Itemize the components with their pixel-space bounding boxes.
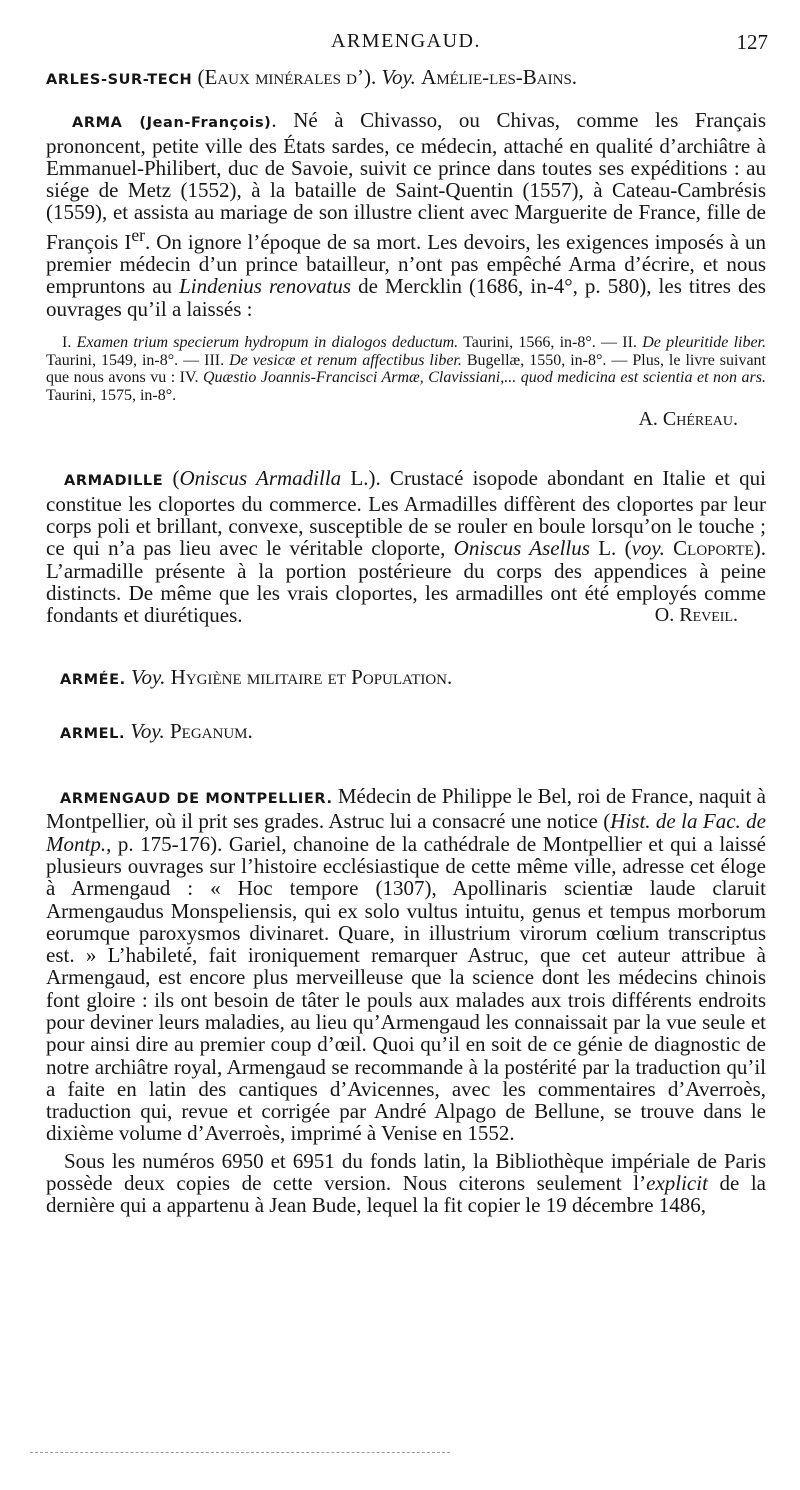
entry-armel	[46, 720, 766, 745]
latin-name: Oniscus Armadilla	[179, 466, 342, 491]
entry-paragraph: Sous les numéros 6950 et 6951 du fonds latin, la Bibliothèque impériale de Paris possède deux copies de cette version. Nous citerons seulement l’explicit de la dernière qui a appartenu à Jean Bude, lequel la fit copier le 19 décembre 1486,	[46, 1148, 766, 1218]
running-head	[46, 30, 766, 58]
author-signature: A. Chéreau.	[638, 408, 738, 431]
entry-headword: ARMADILLE	[64, 473, 164, 490]
entry-headword: ARMEL.	[60, 725, 126, 742]
page-bottom-rule	[30, 1452, 450, 1453]
work-title: Examen trium specierum hydropum in dialogos deductum.	[76, 333, 459, 351]
voy-abbreviation: Voy.	[131, 665, 166, 690]
work-title: De pleuritide liber.	[642, 333, 767, 351]
entry-headword: ARMENGAUD DE MONTPELLIER.	[60, 791, 333, 808]
voy-abbreviation: Voy.	[130, 718, 165, 743]
page-number: 127	[736, 30, 768, 54]
work-title: Quæstio Joannis-Francisci Armæ, Clavissiani,... quod medicina est scientia et non ars.	[203, 369, 767, 387]
cross-reference-target: Amélie-les-Bains.	[421, 65, 578, 89]
latin-term: explicit	[646, 1171, 708, 1196]
running-title: ARMENGAUD.	[331, 30, 481, 52]
citation: Hist. de la Fac. de Montp.	[46, 809, 767, 856]
work-title: De vesicæ et renum affectibus liber.	[229, 351, 462, 369]
entry-headword: ARLES-SUR-TECH	[46, 72, 193, 88]
entry-armee	[46, 666, 766, 691]
entry-arles-sur-tech: ARLES-SUR-TECH (Eaux minérales d’). Voy. Amélie-les-Bains.	[46, 65, 578, 89]
entry-arma: ARMA (Jean-François). Né à Chivasso, ou Chivas, comme les Français prononcent, petite ville des États sardes, ce médecin, attaché en qualité d’archiâtre à Emmanuel-Philibert, duc de Savoie, suivit ce prince dans toutes ses expéditions : au siége de Metz (1552), à la bataille de Saint-Quentin (1557), à Cateau-Cambrésis (1559), et assista au mariage de son illustre client avec Marguerite de France, fille de François Ier. On ignore l’époque de sa mort. Les devoirs, les exigences imposés à un premier médecin d’un prince batailleur, n’ont pas empêché Arma d’écrire, et nous empruntons au Lindenius renovatus de Mercklin (1686, in-4°, p. 580), les titres des ouvrages qu’il a laissés :	[46, 108, 766, 321]
entry-headword: ARMÉE.	[60, 672, 126, 689]
entry-armadille: ARMADILLE (Oniscus Armadilla L.). Crustacé isopode abondant en Italie et qui constitue les cloportes du commerce. Les Armadilles diffèrent des cloportes par leur corps poli et brillant, convexe, susceptible de se rouler en boule lorsqu’on le touche ; ce qui n’a pas lieu avec le véritable cloporte, Oniscus Asellus L. (voy. Cloporte). L’armadille présente à la portion postérieure du corps des appendices à peine distincts. De même que les vrais cloportes, les armadilles ont été employés comme fondants et diurétiques. O. Reveil.	[46, 466, 767, 628]
cross-reference-target: Peganum.	[170, 718, 253, 743]
entry-headword-name: (Jean-François)	[122, 115, 272, 132]
bibliography-list: I. Examen trium specierum hydropum in dialogos deductum. Taurini, 1566, in-8°. — II. De pleuritide liber. Taurini, 1549, in-8°. — III. De vesicæ et renum affectibus liber. Bugellæ, 1550, in-8°. — Plus, le livre suivant que nous avons vu : IV. Quæstio Joannis-Francisci Armæ, Clavissiani,... quod medicina est scientia et non ars. Taurini, 1575, in-8°.	[46, 333, 767, 404]
voy-abbreviation: Voy.	[381, 65, 416, 89]
voy-abbreviation: voy.	[631, 536, 665, 561]
cross-reference-target: Hygiène militaire et Population.	[170, 665, 453, 690]
entry-headword: ARMA	[72, 115, 123, 132]
dictionary-page	[46, 30, 766, 1217]
cross-reference-label: Eaux minérales d’	[204, 65, 364, 89]
cross-reference-target: Cloporte	[673, 536, 754, 561]
latin-name: Oniscus Asellus	[453, 536, 590, 561]
book-title: Lindenius renovatus	[179, 274, 352, 299]
author-signature: O. Reveil.	[654, 604, 738, 627]
entry-armengaud-de-montpellier: ARMENGAUD DE MONTPELLIER. Médecin de Philippe le Bel, roi de France, naquit à Montpellier, où il prit ses grades. Astruc lui a consacré une notice (Hist. de la Fac. de Montp., p. 175-176). Gariel, chanoine de la cathédrale de Montpellier et qui a laissé plusieurs ouvrages sur l’histoire ecclésiastique de cette même ville, adresse cet éloge à Armengaud : « Hoc tempore (1307), Apollinaris scientiæ laude claruit Armengaudus Monspeliensis, qui ex solo vultus intuitu, genus et tempus morborum eorumque paroxysmos divinaret. Quare, in illustrium virorum cœlium transcriptus est. » L’habileté, fait ironiquement remarquer Astruc, que cet auteur attribue à Armengaud, est encore plus merveilleuse que la science dont les médecins chinois font gloire : ils ont besoin de tâter le pouls aux malades aux trois différents endroits pour deviner leurs maladies, au lieu qu’Armengaud les connaissait par la vue seule et pour ainsi dire au premier coup d’œil. Quoi qu’il en soit de ce génie de diagnostic de notre archiâtre royal, Armengaud se recommande à la postérité par la traduction qu’il a faite en latin des cantiques d’Avicennes, avec les commentaires d’Averroès, traduction qui, revue et corrigée par André Alpago de Bellune, se trouve dans le dixième volume d’Averroès, imprimé à Venise en 1552.	[46, 784, 767, 1146]
